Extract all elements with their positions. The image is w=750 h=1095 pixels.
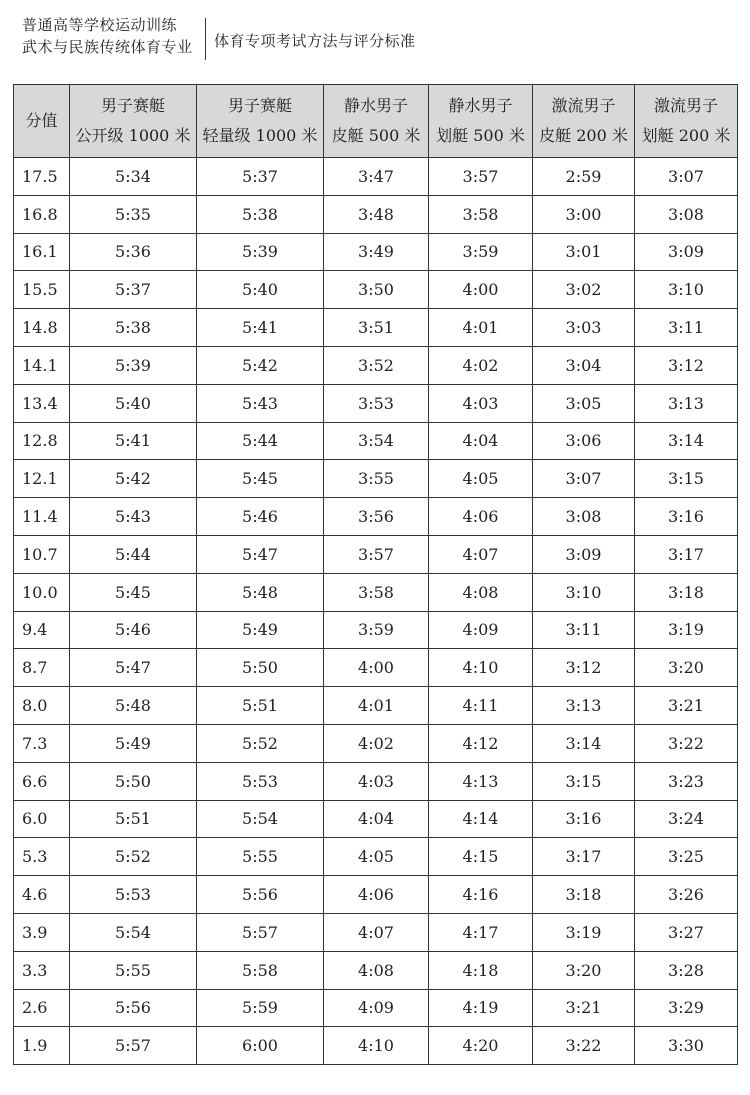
time-cell: 3:48 [324, 195, 429, 233]
table-row [14, 724, 738, 762]
time-cell: 5:41 [197, 309, 324, 347]
time-cell: 3:19 [533, 913, 635, 951]
time-cell: 3:07 [635, 158, 738, 196]
time-cell: 5:41 [70, 422, 197, 460]
score-cell: 12.1 [14, 460, 70, 498]
time-cell: 5:48 [70, 687, 197, 725]
time-cell: 5:50 [70, 762, 197, 800]
time-cell: 4:06 [429, 498, 533, 536]
column-header [70, 85, 197, 158]
time-cell: 3:11 [635, 309, 738, 347]
score-cell: 10.0 [14, 573, 70, 611]
time-cell: 3:17 [533, 838, 635, 876]
time-cell: 4:04 [324, 800, 429, 838]
time-cell: 5:55 [197, 838, 324, 876]
time-cell: 3:18 [533, 876, 635, 914]
time-cell: 3:22 [635, 724, 738, 762]
time-cell: 4:20 [429, 1027, 533, 1065]
score-cell: 11.4 [14, 498, 70, 536]
time-cell: 5:54 [70, 913, 197, 951]
column-header-line1: 男子赛艇 [100, 96, 165, 115]
score-table [13, 84, 738, 1065]
column-header [324, 85, 429, 158]
score-cell: 1.9 [14, 1027, 70, 1065]
time-cell: 3:59 [324, 611, 429, 649]
table-row [14, 573, 738, 611]
time-cell: 5:54 [197, 800, 324, 838]
column-header [635, 85, 738, 158]
column-header-line1: 激流男子 [551, 96, 616, 115]
column-header-line2: 皮艇 200 米 [539, 126, 628, 145]
time-cell: 3:09 [533, 535, 635, 573]
time-cell: 6:00 [197, 1027, 324, 1065]
time-cell: 5:40 [70, 384, 197, 422]
column-header-line1: 分值 [25, 111, 58, 130]
time-cell: 4:09 [429, 611, 533, 649]
table-body [14, 158, 738, 1065]
time-cell: 5:39 [70, 346, 197, 384]
score-cell: 14.1 [14, 346, 70, 384]
time-cell: 3:56 [324, 498, 429, 536]
time-cell: 3:15 [533, 762, 635, 800]
time-cell: 3:29 [635, 989, 738, 1027]
time-cell: 5:43 [70, 498, 197, 536]
time-cell: 3:10 [635, 271, 738, 309]
time-cell: 5:34 [70, 158, 197, 196]
time-cell: 4:08 [324, 951, 429, 989]
time-cell: 5:53 [70, 876, 197, 914]
time-cell: 3:23 [635, 762, 738, 800]
time-cell: 4:16 [429, 876, 533, 914]
score-cell: 6.0 [14, 800, 70, 838]
time-cell: 4:07 [429, 535, 533, 573]
time-cell: 3:27 [635, 913, 738, 951]
time-cell: 5:37 [70, 271, 197, 309]
time-cell: 3:49 [324, 233, 429, 271]
header-left-line2: 武术与民族传统体育专业 [22, 38, 193, 56]
time-cell: 3:10 [533, 573, 635, 611]
score-cell: 9.4 [14, 611, 70, 649]
table-row [14, 687, 738, 725]
time-cell: 3:19 [635, 611, 738, 649]
column-header-line1: 男子赛艇 [227, 96, 292, 115]
time-cell: 3:02 [533, 271, 635, 309]
time-cell: 4:04 [429, 422, 533, 460]
score-cell: 3.9 [14, 913, 70, 951]
time-cell: 3:14 [533, 724, 635, 762]
table-header [14, 85, 738, 158]
time-cell: 4:03 [324, 762, 429, 800]
time-cell: 4:11 [429, 687, 533, 725]
time-cell: 4:13 [429, 762, 533, 800]
score-cell: 5.3 [14, 838, 70, 876]
time-cell: 4:14 [429, 800, 533, 838]
time-cell: 5:56 [70, 989, 197, 1027]
time-cell: 5:35 [70, 195, 197, 233]
time-cell: 5:49 [70, 724, 197, 762]
time-cell: 3:52 [324, 346, 429, 384]
score-cell: 2.6 [14, 989, 70, 1027]
time-cell: 5:46 [70, 611, 197, 649]
time-cell: 5:36 [70, 233, 197, 271]
time-cell: 5:52 [197, 724, 324, 762]
column-header-line2: 皮艇 500 米 [331, 126, 421, 145]
time-cell: 4:01 [324, 687, 429, 725]
table-row [14, 422, 738, 460]
table-row [14, 309, 738, 347]
time-cell: 5:38 [70, 309, 197, 347]
time-cell: 4:10 [429, 649, 533, 687]
header-right-title: 体育专项考试方法与评分标准 [214, 32, 416, 50]
table-row [14, 762, 738, 800]
time-cell: 4:07 [324, 913, 429, 951]
header-divider [205, 18, 206, 60]
time-cell: 4:10 [324, 1027, 429, 1065]
time-cell: 3:24 [635, 800, 738, 838]
time-cell: 3:08 [635, 195, 738, 233]
table-row [14, 649, 738, 687]
time-cell: 3:20 [635, 649, 738, 687]
time-cell: 5:44 [197, 422, 324, 460]
header-left-line1: 普通高等学校运动训练 [22, 16, 178, 34]
time-cell: 3:16 [635, 498, 738, 536]
time-cell: 5:47 [70, 649, 197, 687]
column-header [533, 85, 635, 158]
table-row [14, 271, 738, 309]
time-cell: 3:14 [635, 422, 738, 460]
time-cell: 3:07 [533, 460, 635, 498]
time-cell: 4:12 [429, 724, 533, 762]
score-cell: 15.5 [14, 271, 70, 309]
time-cell: 5:39 [197, 233, 324, 271]
time-cell: 5:51 [70, 800, 197, 838]
table-row [14, 951, 738, 989]
time-cell: 3:51 [324, 309, 429, 347]
score-cell: 12.8 [14, 422, 70, 460]
time-cell: 3:16 [533, 800, 635, 838]
time-cell: 5:57 [197, 913, 324, 951]
table-row [14, 460, 738, 498]
table-row [14, 346, 738, 384]
time-cell: 5:51 [197, 687, 324, 725]
time-cell: 4:05 [429, 460, 533, 498]
time-cell: 3:03 [533, 309, 635, 347]
time-cell: 4:19 [429, 989, 533, 1027]
time-cell: 4:06 [324, 876, 429, 914]
time-cell: 3:06 [533, 422, 635, 460]
score-cell: 6.6 [14, 762, 70, 800]
time-cell: 4:00 [429, 271, 533, 309]
column-header-line1: 静水男子 [448, 96, 513, 115]
time-cell: 3:57 [324, 535, 429, 573]
score-cell: 10.7 [14, 535, 70, 573]
column-header-line2: 划艇 200 米 [641, 126, 731, 145]
time-cell: 3:13 [635, 384, 738, 422]
time-cell: 3:26 [635, 876, 738, 914]
time-cell: 4:03 [429, 384, 533, 422]
time-cell: 3:12 [635, 346, 738, 384]
time-cell: 5:55 [70, 951, 197, 989]
column-header-line2: 轻量级 1000 米 [202, 126, 318, 145]
score-cell: 16.8 [14, 195, 70, 233]
time-cell: 3:05 [533, 384, 635, 422]
time-cell: 3:12 [533, 649, 635, 687]
time-cell: 3:17 [635, 535, 738, 573]
time-cell: 3:13 [533, 687, 635, 725]
time-cell: 3:54 [324, 422, 429, 460]
column-header-line2: 公开级 1000 米 [75, 126, 191, 145]
time-cell: 3:57 [429, 158, 533, 196]
time-cell: 3:21 [635, 687, 738, 725]
time-cell: 3:28 [635, 951, 738, 989]
table-row [14, 233, 738, 271]
time-cell: 5:50 [197, 649, 324, 687]
column-header [197, 85, 324, 158]
time-cell: 3:53 [324, 384, 429, 422]
time-cell: 4:15 [429, 838, 533, 876]
table-row [14, 876, 738, 914]
score-cell: 8.7 [14, 649, 70, 687]
table-row [14, 989, 738, 1027]
time-cell: 5:56 [197, 876, 324, 914]
score-cell: 7.3 [14, 724, 70, 762]
score-cell: 4.6 [14, 876, 70, 914]
time-cell: 4:09 [324, 989, 429, 1027]
time-cell: 3:58 [429, 195, 533, 233]
score-cell: 16.1 [14, 233, 70, 271]
table-row [14, 800, 738, 838]
time-cell: 5:53 [197, 762, 324, 800]
time-cell: 4:18 [429, 951, 533, 989]
table-row [14, 838, 738, 876]
table-row [14, 158, 738, 196]
score-cell: 8.0 [14, 687, 70, 725]
table-row [14, 195, 738, 233]
table-row [14, 384, 738, 422]
time-cell: 5:45 [70, 573, 197, 611]
page-header [0, 0, 750, 70]
score-cell: 13.4 [14, 384, 70, 422]
time-cell: 3:21 [533, 989, 635, 1027]
time-cell: 3:18 [635, 573, 738, 611]
column-header [14, 85, 70, 158]
table-row [14, 913, 738, 951]
time-cell: 3:22 [533, 1027, 635, 1065]
column-header [429, 85, 533, 158]
column-header-line2: 划艇 500 米 [436, 126, 525, 145]
column-header-line1: 激流男子 [653, 96, 718, 115]
time-cell: 4:02 [324, 724, 429, 762]
time-cell: 2:59 [533, 158, 635, 196]
time-cell: 5:48 [197, 573, 324, 611]
header-row [14, 85, 738, 158]
time-cell: 4:01 [429, 309, 533, 347]
time-cell: 5:43 [197, 384, 324, 422]
time-cell: 3:11 [533, 611, 635, 649]
time-cell: 4:08 [429, 573, 533, 611]
time-cell: 3:58 [324, 573, 429, 611]
time-cell: 5:42 [70, 460, 197, 498]
time-cell: 4:00 [324, 649, 429, 687]
time-cell: 5:42 [197, 346, 324, 384]
time-cell: 5:59 [197, 989, 324, 1027]
time-cell: 5:47 [197, 535, 324, 573]
time-cell: 5:44 [70, 535, 197, 573]
time-cell: 4:05 [324, 838, 429, 876]
time-cell: 3:25 [635, 838, 738, 876]
time-cell: 5:37 [197, 158, 324, 196]
time-cell: 3:08 [533, 498, 635, 536]
time-cell: 3:00 [533, 195, 635, 233]
score-cell: 3.3 [14, 951, 70, 989]
time-cell: 3:55 [324, 460, 429, 498]
time-cell: 5:52 [70, 838, 197, 876]
table-row [14, 535, 738, 573]
column-header-line1: 静水男子 [343, 96, 408, 115]
time-cell: 3:01 [533, 233, 635, 271]
table-row [14, 611, 738, 649]
time-cell: 5:57 [70, 1027, 197, 1065]
time-cell: 5:38 [197, 195, 324, 233]
time-cell: 3:47 [324, 158, 429, 196]
time-cell: 3:09 [635, 233, 738, 271]
time-cell: 5:46 [197, 498, 324, 536]
score-cell: 17.5 [14, 158, 70, 196]
time-cell: 5:49 [197, 611, 324, 649]
time-cell: 5:40 [197, 271, 324, 309]
time-cell: 3:04 [533, 346, 635, 384]
table-row [14, 498, 738, 536]
time-cell: 5:58 [197, 951, 324, 989]
header-left-title [22, 14, 202, 58]
score-cell: 14.8 [14, 309, 70, 347]
time-cell: 5:45 [197, 460, 324, 498]
time-cell: 3:15 [635, 460, 738, 498]
time-cell: 3:30 [635, 1027, 738, 1065]
table-row [14, 1027, 738, 1065]
time-cell: 3:50 [324, 271, 429, 309]
time-cell: 4:17 [429, 913, 533, 951]
time-cell: 4:02 [429, 346, 533, 384]
time-cell: 3:20 [533, 951, 635, 989]
time-cell: 3:59 [429, 233, 533, 271]
